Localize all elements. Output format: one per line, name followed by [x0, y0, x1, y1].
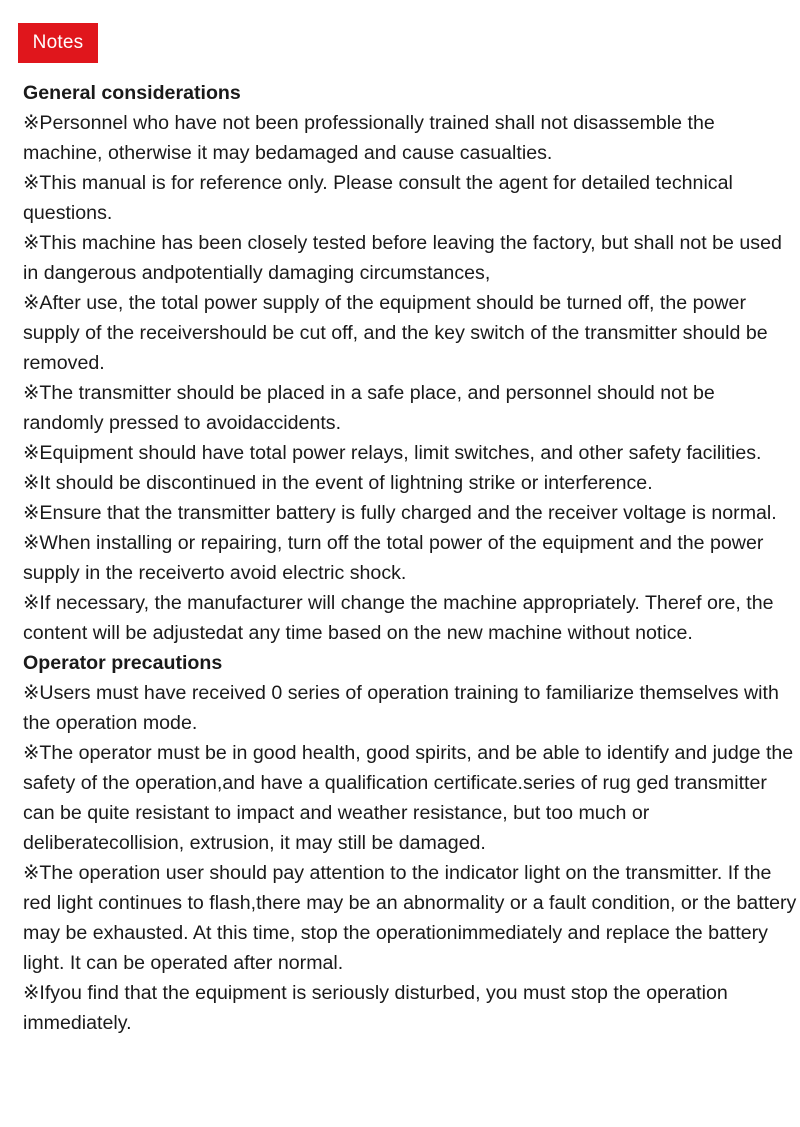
general-note-5: ※The transmitter should be placed in a safe place, and personnel should not be randomly pressed to avoidaccidents. [23, 382, 715, 434]
general-note-3: ※This machine has been closely tested before leaving the factory, but shall not be used in dangerous andpotentially damaging circumstances, [23, 232, 782, 284]
general-note-2: ※This manual is for reference only. Please consult the agent for detailed technical questions. [23, 172, 733, 224]
operator-note-4: ※Ifyou find that the equipment is seriously disturbed, you must stop the operation immediately. [23, 982, 728, 1034]
general-note-6: ※Equipment should have total power relays, limit switches, and other safety facilities. [23, 442, 762, 464]
general-note-10: ※If necessary, the manufacturer will change the machine appropriately. Theref ore, the content will be adjustedat any time based on the new machine without notice. [23, 592, 774, 644]
operator-note-2: ※The operator must be in good health, good spirits, and be able to identify and judge the safety of the operation,and have a qualification certificate.series of rug ged transmitter can be quite resistant to impact and weather resistance, but too much or deliberatecollision, extrusion, it may still be damaged. [23, 742, 794, 854]
section-heading-general: General considerations [23, 82, 241, 104]
general-note-9: ※When installing or repairing, turn off the total power of the equipment and the power supply in the receiverto avoid electric shock. [23, 532, 764, 584]
general-note-4: ※After use, the total power supply of the equipment should be turned off, the power supply of the receivershould be cut off, and the key switch of the transmitter should be removed. [23, 292, 768, 374]
notes-content [23, 78, 798, 1038]
general-note-8: ※Ensure that the transmitter battery is fully charged and the receiver voltage is normal. [23, 502, 777, 524]
operator-note-3: ※The operation user should pay attention to the indicator light on the transmitter. If the red light continues to flash,there may be an abnormality or a fault condition, or the battery may be exhausted. At this time, stop the operationimmediately and replace the battery light. It can be operated after normal. [23, 862, 797, 974]
general-note-1: ※Personnel who have not been professionally trained shall not disassemble the machine, otherwise it may bedamaged and cause casualties. [23, 112, 715, 164]
operator-note-1: ※Users must have received 0 series of operation training to familiarize themselves with the operation mode. [23, 682, 779, 734]
section-heading-operator: Operator precautions [23, 652, 223, 674]
general-note-7: ※It should be discontinued in the event of lightning strike or interference. [23, 472, 653, 494]
notes-badge: Notes [18, 23, 98, 63]
